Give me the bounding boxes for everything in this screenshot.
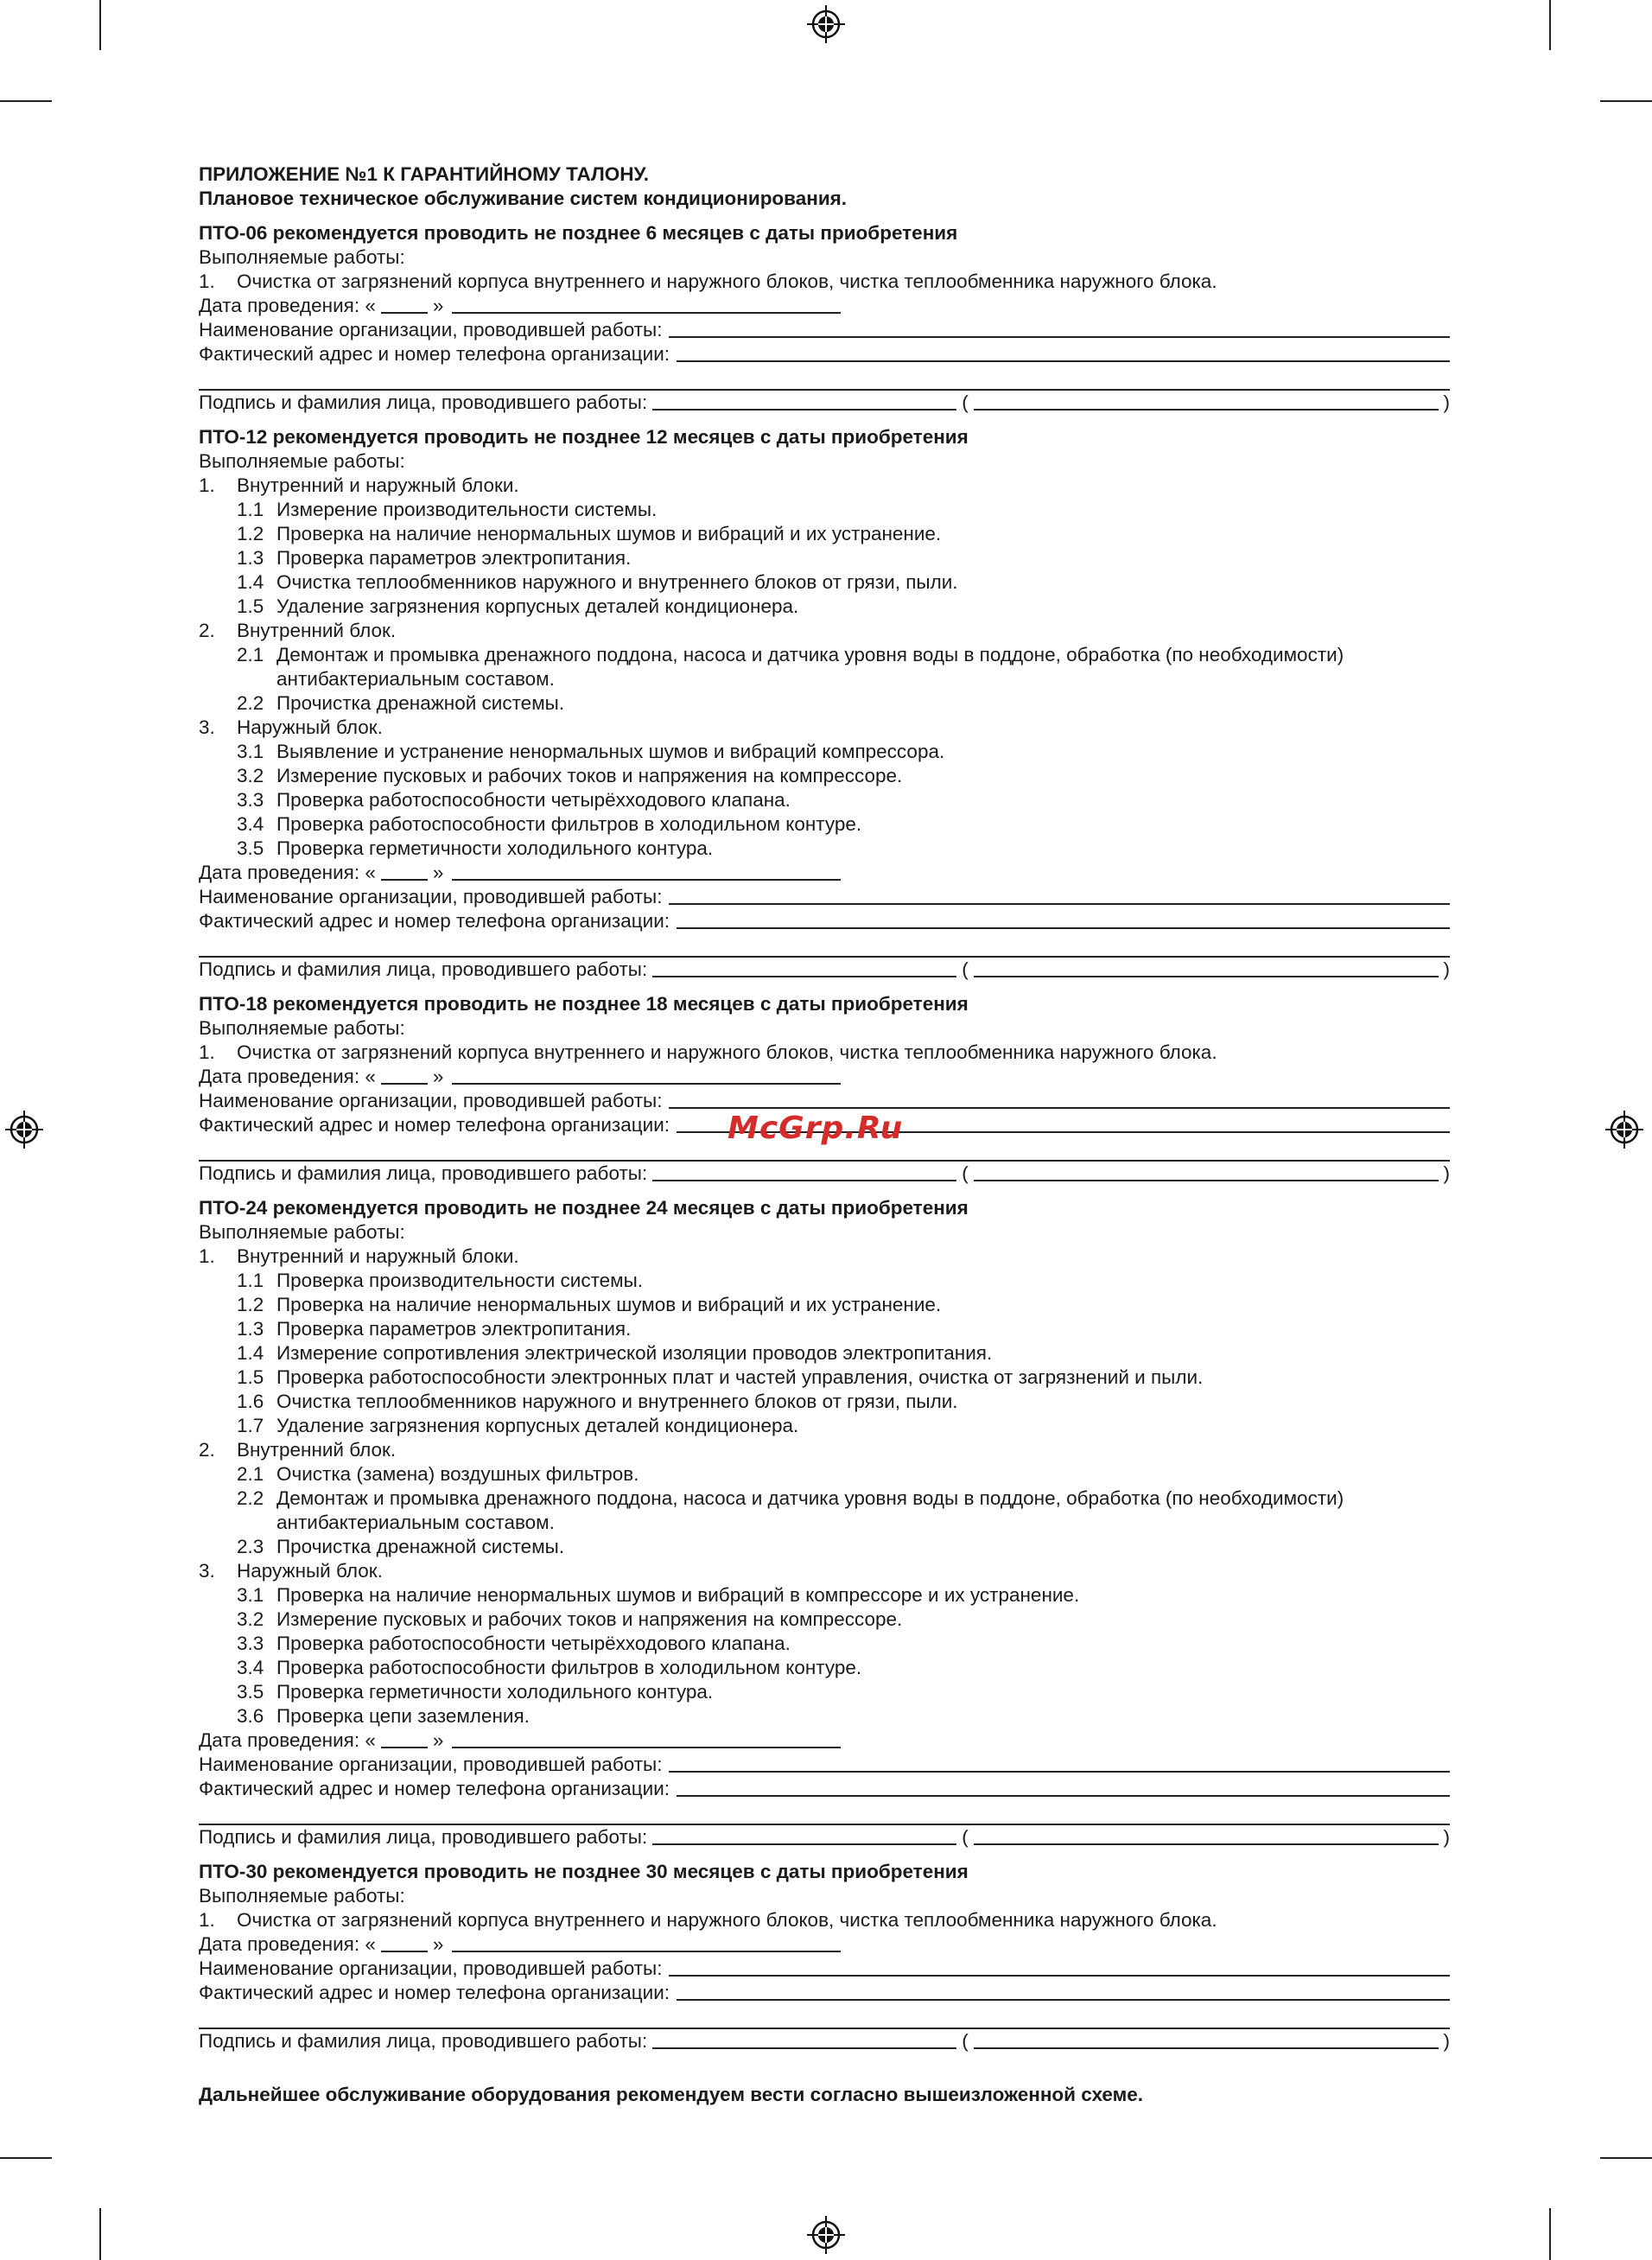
org-address-input[interactable] bbox=[677, 1778, 1450, 1797]
paren-open: ( bbox=[962, 2030, 969, 2052]
works-label: Выполняемые работы: bbox=[199, 246, 405, 268]
work-subitem bbox=[199, 1680, 1450, 1704]
crop-mark bbox=[1600, 2157, 1652, 2159]
work-subitem bbox=[199, 1390, 1450, 1414]
work-item-number: 1. bbox=[199, 1245, 215, 1267]
work-item-number: 3. bbox=[199, 716, 215, 738]
work-subitem-number: 3.1 bbox=[237, 1584, 264, 1606]
crop-mark bbox=[1549, 2208, 1551, 2260]
work-subitem-text: Выявление и устранение ненормальных шумов и вибраций компрессора. bbox=[276, 741, 945, 762]
work-subitem bbox=[199, 1414, 1450, 1438]
signature-label: Подпись и фамилия лица, проводившего работы: bbox=[199, 392, 648, 413]
work-subitem bbox=[199, 498, 1450, 522]
work-subitem bbox=[199, 1583, 1450, 1607]
work-item bbox=[199, 1559, 1450, 1583]
work-subitem-text: Проверка герметичности холодильного контура. bbox=[276, 1681, 714, 1703]
work-subitem-text: Проверка работоспособности четырёхходового клапана. bbox=[276, 1633, 791, 1654]
work-subitem-text: Проверка параметров электропитания. bbox=[276, 1318, 632, 1340]
signature-row bbox=[199, 2029, 1450, 2053]
work-subitem-text: Измерение пусковых и рабочих токов и напряжения на компрессоре. bbox=[276, 1608, 903, 1630]
paren-close: ) bbox=[1443, 1826, 1450, 1848]
work-item bbox=[199, 1245, 1450, 1269]
work-subitem bbox=[199, 546, 1450, 570]
org-address-label: Фактический адрес и номер телефона организации: bbox=[199, 1778, 670, 1799]
work-subitem-text: Проверка герметичности холодильного контура. bbox=[276, 837, 714, 859]
work-subitem-number: 1.3 bbox=[237, 1318, 264, 1340]
work-subitem-number: 1.1 bbox=[237, 499, 264, 520]
crop-mark bbox=[0, 100, 52, 102]
work-subitem-text: Проверка на наличие ненормальных шумов и вибраций и их устранение. bbox=[276, 523, 942, 544]
section-heading: ПТО-30 рекомендуется проводить не позднее 30 месяцев с даты приобретения bbox=[199, 1861, 969, 1882]
work-item bbox=[199, 474, 1450, 498]
org-address-label: Фактический адрес и номер телефона организации: bbox=[199, 1982, 670, 2003]
work-item-text: Очистка от загрязнений корпуса внутреннего и наружного блоков, чистка теплообменника наружного блока. bbox=[237, 271, 1217, 292]
work-subitem-number: 1.4 bbox=[237, 571, 264, 593]
org-name-row bbox=[199, 1957, 1450, 1981]
work-subitem-number: 2.3 bbox=[237, 1536, 264, 1557]
crop-mark bbox=[0, 2157, 52, 2159]
work-subitem bbox=[199, 1607, 1450, 1632]
work-item bbox=[199, 1041, 1450, 1065]
footer-note: Дальнейшее обслуживание оборудования рекомендуем вести согласно вышеизложенной схеме. bbox=[199, 2084, 1144, 2105]
org-address-row bbox=[199, 1981, 1450, 2005]
work-subitem-number: 1.3 bbox=[237, 547, 264, 569]
org-address-input[interactable] bbox=[677, 343, 1450, 362]
signature-name-input[interactable] bbox=[974, 1162, 1439, 1181]
work-subitem bbox=[199, 643, 1450, 691]
signature-input[interactable] bbox=[652, 1162, 956, 1181]
work-subitem-number: 3.2 bbox=[237, 765, 264, 786]
date-close-quote: » bbox=[432, 862, 444, 883]
work-subitem bbox=[199, 522, 1450, 546]
date-label: Дата проведения: « bbox=[199, 1933, 376, 1955]
paren-close: ) bbox=[1443, 1162, 1450, 1184]
work-subitem-text: Удаление загрязнения корпусных деталей кондиционера. bbox=[276, 595, 799, 617]
work-subitem bbox=[199, 1293, 1450, 1317]
date-close-quote: » bbox=[432, 295, 444, 316]
org-name-input[interactable] bbox=[669, 1958, 1450, 1977]
date-month-year-input[interactable] bbox=[452, 1933, 841, 1952]
work-item-number: 1. bbox=[199, 1909, 215, 1931]
work-subitem-number: 1.6 bbox=[237, 1391, 264, 1412]
org-address-continuation-input[interactable] bbox=[199, 933, 1450, 958]
work-subitem-text: Проверка цепи заземления. bbox=[276, 1705, 530, 1727]
org-address-row bbox=[199, 909, 1450, 933]
org-name-row bbox=[199, 885, 1450, 909]
work-subitem-number: 3.5 bbox=[237, 1681, 264, 1703]
work-subitem-number: 3.6 bbox=[237, 1705, 264, 1727]
date-field-row bbox=[199, 861, 1450, 885]
work-subitem-number: 2.2 bbox=[237, 692, 264, 714]
signature-input[interactable] bbox=[652, 958, 956, 977]
work-subitem-number: 1.7 bbox=[237, 1415, 264, 1436]
org-address-continuation-input[interactable] bbox=[199, 366, 1450, 391]
works-label: Выполняемые работы: bbox=[199, 1221, 405, 1243]
work-subitem bbox=[199, 691, 1450, 716]
work-item-number: 2. bbox=[199, 1439, 215, 1461]
signature-name-input[interactable] bbox=[974, 2030, 1439, 2049]
date-day-input[interactable] bbox=[381, 1729, 428, 1748]
org-name-row bbox=[199, 318, 1450, 342]
signature-label: Подпись и фамилия лица, проводившего работы: bbox=[199, 2030, 648, 2052]
work-subitem-text: Проверка параметров электропитания. bbox=[276, 547, 632, 569]
work-subitem-number: 3.3 bbox=[237, 789, 264, 811]
registration-mark-icon bbox=[5, 1111, 43, 1149]
work-subitem-text: Очистка (замена) воздушных фильтров. bbox=[276, 1463, 639, 1485]
org-name-input[interactable] bbox=[669, 1754, 1450, 1773]
work-subitem-text: Прочистка дренажной системы. bbox=[276, 1536, 565, 1557]
work-subitem-text: Проверка работоспособности фильтров в холодильном контуре. bbox=[276, 1657, 862, 1678]
work-item bbox=[199, 619, 1450, 643]
work-subitem-number: 3.4 bbox=[237, 813, 264, 835]
work-item-number: 1. bbox=[199, 271, 215, 292]
document-title: ПРИЛОЖЕНИЕ №1 К ГАРАНТИЙНОМУ ТАЛОНУ. bbox=[199, 163, 649, 185]
work-subitem bbox=[199, 1656, 1450, 1680]
work-subitem-number: 3.1 bbox=[237, 741, 264, 762]
date-close-quote: » bbox=[432, 1933, 444, 1955]
maintenance-section bbox=[199, 1196, 1450, 1849]
maintenance-section bbox=[199, 1860, 1450, 2053]
paren-close: ) bbox=[1443, 392, 1450, 413]
date-label: Дата проведения: « bbox=[199, 295, 376, 316]
work-subitem bbox=[199, 1317, 1450, 1341]
section-heading: ПТО-12 рекомендуется проводить не позднее 12 месяцев с даты приобретения bbox=[199, 426, 969, 448]
registration-mark-icon bbox=[1605, 1111, 1643, 1149]
work-item-text: Наружный блок. bbox=[237, 716, 383, 738]
work-subitem-text: Проверка работоспособности фильтров в холодильном контуре. bbox=[276, 813, 862, 835]
crop-mark bbox=[99, 2208, 101, 2260]
work-item-number: 3. bbox=[199, 1560, 215, 1582]
paren-open: ( bbox=[962, 958, 969, 980]
work-subitem-text: Проверка работоспособности электронных плат и частей управления, очистка от загрязнений и пыли. bbox=[276, 1366, 1204, 1388]
work-item bbox=[199, 1908, 1450, 1932]
date-field-row bbox=[199, 294, 1450, 318]
signature-row bbox=[199, 391, 1450, 415]
date-field-row bbox=[199, 1932, 1450, 1957]
work-item bbox=[199, 716, 1450, 740]
work-subitem-number: 1.1 bbox=[237, 1270, 264, 1291]
date-day-input[interactable] bbox=[381, 862, 428, 881]
works-label: Выполняемые работы: bbox=[199, 1885, 405, 1907]
signature-row bbox=[199, 1162, 1450, 1186]
section-heading: ПТО-18 рекомендуется проводить не позднее 18 месяцев с даты приобретения bbox=[199, 993, 969, 1015]
crop-mark bbox=[1600, 100, 1652, 102]
org-name-label: Наименование организации, проводившей работы: bbox=[199, 1958, 663, 1979]
work-subitem-number: 1.5 bbox=[237, 1366, 264, 1388]
date-label: Дата проведения: « bbox=[199, 1729, 376, 1751]
work-subitem-text: Измерение пусковых и рабочих токов и напряжения на компрессоре. bbox=[276, 765, 903, 786]
org-name-row bbox=[199, 1089, 1450, 1113]
org-name-row bbox=[199, 1753, 1450, 1777]
watermark: McGrp.Ru bbox=[728, 1111, 904, 1146]
work-subitem bbox=[199, 1366, 1450, 1390]
work-subitem-number: 3.3 bbox=[237, 1633, 264, 1654]
org-name-input[interactable] bbox=[669, 319, 1450, 338]
date-day-input[interactable] bbox=[381, 1933, 428, 1952]
org-address-label: Фактический адрес и номер телефона организации: bbox=[199, 910, 670, 932]
work-subitem bbox=[199, 812, 1450, 837]
date-month-year-input[interactable] bbox=[452, 1729, 841, 1748]
crop-mark bbox=[99, 0, 101, 50]
work-item-text: Внутренний и наружный блоки. bbox=[237, 474, 519, 496]
signature-name-input[interactable] bbox=[974, 392, 1439, 411]
org-name-label: Наименование организации, проводившей работы: bbox=[199, 886, 663, 907]
work-subitem-text: Очистка теплообменников наружного и внутреннего блоков от грязи, пыли. bbox=[276, 571, 958, 593]
org-address-input[interactable] bbox=[677, 1982, 1450, 2001]
work-subitem-text: Проверка работоспособности четырёхходового клапана. bbox=[276, 789, 791, 811]
org-name-label: Наименование организации, проводившей работы: bbox=[199, 1090, 663, 1111]
work-subitem bbox=[199, 1704, 1450, 1728]
paren-open: ( bbox=[962, 392, 969, 413]
work-item-text: Очистка от загрязнений корпуса внутреннего и наружного блоков, чистка теплообменника наружного блока. bbox=[237, 1909, 1217, 1931]
crop-mark bbox=[1549, 0, 1551, 50]
date-month-year-input[interactable] bbox=[452, 1066, 841, 1085]
work-subitem bbox=[199, 595, 1450, 619]
signature-input[interactable] bbox=[652, 1826, 956, 1845]
work-subitem-number: 3.2 bbox=[237, 1608, 264, 1630]
work-subitem bbox=[199, 837, 1450, 861]
work-subitem-number: 3.4 bbox=[237, 1657, 264, 1678]
signature-name-input[interactable] bbox=[974, 1826, 1439, 1845]
work-subitem-text: Прочистка дренажной системы. bbox=[276, 692, 565, 714]
work-subitem-text: Демонтаж и промывка дренажного поддона, насоса и датчика уровня воды в поддоне, обработка (по необходимости) антибактериальным составом. bbox=[276, 1487, 1344, 1533]
signature-input[interactable] bbox=[652, 2030, 956, 2049]
work-subitem-text: Измерение производительности системы. bbox=[276, 499, 658, 520]
org-address-continuation-input[interactable] bbox=[199, 1801, 1450, 1825]
paren-open: ( bbox=[962, 1826, 969, 1848]
date-close-quote: » bbox=[432, 1066, 444, 1087]
maintenance-section bbox=[199, 992, 1450, 1186]
document-subtitle: Плановое техническое обслуживание систем кондиционирования. bbox=[199, 188, 848, 209]
signature-row bbox=[199, 958, 1450, 982]
signature-name-input[interactable] bbox=[974, 958, 1439, 977]
date-day-input[interactable] bbox=[381, 295, 428, 314]
work-item-text: Внутренний блок. bbox=[237, 1439, 397, 1461]
maintenance-section bbox=[199, 425, 1450, 982]
org-name-input[interactable] bbox=[669, 1090, 1450, 1109]
org-address-row bbox=[199, 1777, 1450, 1801]
work-subitem bbox=[199, 1269, 1450, 1293]
work-subitem-number: 1.5 bbox=[237, 595, 264, 617]
signature-label: Подпись и фамилия лица, проводившего работы: bbox=[199, 958, 648, 980]
org-address-input[interactable] bbox=[677, 910, 1450, 929]
work-subitem bbox=[199, 740, 1450, 764]
work-subitem bbox=[199, 1341, 1450, 1366]
work-subitem bbox=[199, 1535, 1450, 1559]
section-heading: ПТО-06 рекомендуется проводить не позднее 6 месяцев с даты приобретения bbox=[199, 222, 958, 244]
paren-close: ) bbox=[1443, 958, 1450, 980]
work-subitem bbox=[199, 1487, 1450, 1535]
signature-label: Подпись и фамилия лица, проводившего работы: bbox=[199, 1162, 648, 1184]
signature-label: Подпись и фамилия лица, проводившего работы: bbox=[199, 1826, 648, 1848]
work-subitem-number: 1.4 bbox=[237, 1342, 264, 1364]
org-name-input[interactable] bbox=[669, 886, 1450, 905]
works-label: Выполняемые работы: bbox=[199, 450, 405, 472]
work-subitem-text: Проверка производительности системы. bbox=[276, 1270, 644, 1291]
work-item-text: Очистка от загрязнений корпуса внутреннего и наружного блоков, чистка теплообменника наружного блока. bbox=[237, 1041, 1217, 1063]
work-subitem-number: 2.1 bbox=[237, 1463, 264, 1485]
work-subitem-text: Измерение сопротивления электрической изоляции проводов электропитания. bbox=[276, 1342, 993, 1364]
work-item-number: 1. bbox=[199, 1041, 215, 1063]
date-field-row bbox=[199, 1728, 1450, 1753]
work-subitem bbox=[199, 1462, 1450, 1487]
registration-mark-icon bbox=[807, 5, 845, 43]
org-name-label: Наименование организации, проводившей работы: bbox=[199, 319, 663, 341]
work-item-number: 1. bbox=[199, 474, 215, 496]
org-address-label: Фактический адрес и номер телефона организации: bbox=[199, 1114, 670, 1136]
section-heading: ПТО-24 рекомендуется проводить не позднее 24 месяцев с даты приобретения bbox=[199, 1197, 969, 1219]
work-subitem bbox=[199, 788, 1450, 812]
work-subitem bbox=[199, 764, 1450, 788]
work-subitem bbox=[199, 570, 1450, 595]
registration-mark-icon bbox=[807, 2216, 845, 2254]
work-item bbox=[199, 1438, 1450, 1462]
work-subitem bbox=[199, 1632, 1450, 1656]
work-item-text: Внутренний блок. bbox=[237, 620, 397, 641]
paren-open: ( bbox=[962, 1162, 969, 1184]
work-item-text: Наружный блок. bbox=[237, 1560, 383, 1582]
maintenance-section bbox=[199, 221, 1450, 415]
org-address-continuation-input[interactable] bbox=[199, 2005, 1450, 2029]
work-subitem-text: Удаление загрязнения корпусных деталей кондиционера. bbox=[276, 1415, 799, 1436]
works-label: Выполняемые работы: bbox=[199, 1017, 405, 1039]
work-subitem-number: 2.2 bbox=[237, 1487, 264, 1509]
work-subitem-text: Очистка теплообменников наружного и внутреннего блоков от грязи, пыли. bbox=[276, 1391, 958, 1412]
org-address-label: Фактический адрес и номер телефона организации: bbox=[199, 343, 670, 365]
org-address-row bbox=[199, 342, 1450, 366]
date-close-quote: » bbox=[432, 1729, 444, 1751]
org-name-label: Наименование организации, проводившей работы: bbox=[199, 1754, 663, 1775]
work-subitem-number: 3.5 bbox=[237, 837, 264, 859]
work-subitem-text: Проверка на наличие ненормальных шумов и вибраций в компрессоре и их устранение. bbox=[276, 1584, 1080, 1606]
work-subitem-number: 1.2 bbox=[237, 1294, 264, 1315]
paren-close: ) bbox=[1443, 2030, 1450, 2052]
work-subitem-number: 1.2 bbox=[237, 523, 264, 544]
date-label: Дата проведения: « bbox=[199, 862, 376, 883]
date-day-input[interactable] bbox=[381, 1066, 428, 1085]
date-month-year-input[interactable] bbox=[452, 862, 841, 881]
signature-input[interactable] bbox=[652, 392, 956, 411]
date-month-year-input[interactable] bbox=[452, 295, 841, 314]
signature-row bbox=[199, 1825, 1450, 1849]
date-field-row bbox=[199, 1065, 1450, 1089]
work-item-text: Внутренний и наружный блоки. bbox=[237, 1245, 519, 1267]
date-label: Дата проведения: « bbox=[199, 1066, 376, 1087]
work-subitem-number: 2.1 bbox=[237, 644, 264, 665]
work-subitem-text: Проверка на наличие ненормальных шумов и вибраций и их устранение. bbox=[276, 1294, 942, 1315]
work-item-number: 2. bbox=[199, 620, 215, 641]
work-subitem-text: Демонтаж и промывка дренажного поддона, насоса и датчика уровня воды в поддоне, обработка (по необходимости) антибактериальным составом. bbox=[276, 644, 1344, 690]
work-item bbox=[199, 270, 1450, 294]
